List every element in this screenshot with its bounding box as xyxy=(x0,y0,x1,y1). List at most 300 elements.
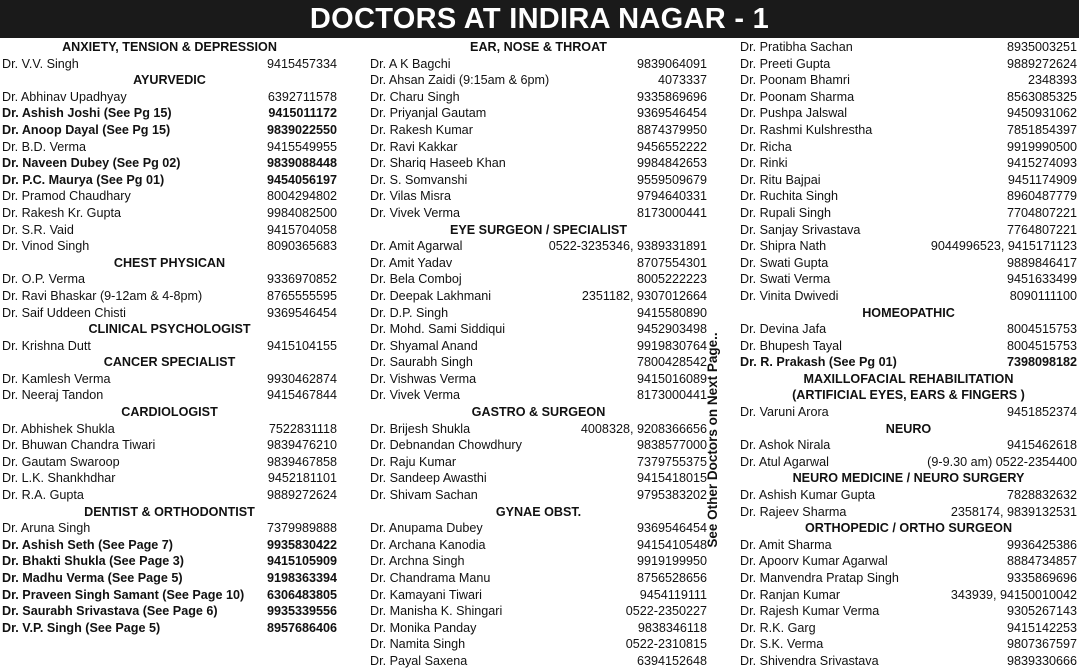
doctor-phone: 9415549955 xyxy=(266,139,337,154)
doctor-entry xyxy=(370,537,707,554)
doctor-phone: 9198363394 xyxy=(266,571,337,585)
section-heading: (ARTIFICIAL EYES, EARS & FINGERS ) xyxy=(792,388,1025,403)
doctor-phone: (9-9.30 am) 0522-2354400 xyxy=(927,454,1077,469)
doctor-name: Dr. Richa xyxy=(740,139,792,154)
doctor-name: Dr. Swati Gupta xyxy=(740,255,829,270)
doctor-name: Dr. Ruchita Singh xyxy=(740,189,839,204)
doctor-name: Dr. Mohd. Sami Siddiqui xyxy=(370,322,506,337)
doctor-entry xyxy=(370,89,707,106)
section-heading: NEURO xyxy=(885,421,932,436)
doctor-phone: 9839022550 xyxy=(266,122,337,137)
section-heading: MAXILLOFACIAL REHABILITATION xyxy=(803,371,1014,386)
doctor-entry xyxy=(370,520,707,537)
doctor-entry xyxy=(370,238,707,255)
doctor-phone: 7800428542 xyxy=(636,355,707,370)
doctor-phone: 4008328, 9208366656 xyxy=(580,421,707,436)
doctor-phone: 9044996523, 9415171123 xyxy=(930,239,1077,254)
doctor-phone: 9838346118 xyxy=(637,620,707,635)
doctor-entry xyxy=(2,172,337,189)
doctor-name: Dr. Payal Saxena xyxy=(370,653,468,668)
doctor-phone: 6394152648 xyxy=(636,653,707,668)
doctor-entry xyxy=(2,421,337,438)
doctor-entry xyxy=(740,321,1077,338)
doctor-phone: 8090111100 xyxy=(1009,288,1077,303)
doctor-name: Dr. Naveen Dubey (See Pg 02) xyxy=(2,156,181,171)
doctor-name: Dr. Ahsan Zaidi (9:15am & 6pm) xyxy=(370,73,550,88)
doctor-phone: 9415462618 xyxy=(1006,438,1077,453)
doctor-phone: 9450931062 xyxy=(1006,106,1077,121)
doctor-entry xyxy=(370,653,707,670)
doctor-phone: 9415410548 xyxy=(636,537,707,552)
doctor-phone: 8173000441 xyxy=(636,388,707,403)
doctor-phone: 9415016089 xyxy=(636,371,707,386)
doctor-entry xyxy=(2,620,337,637)
doctor-phone: 8756528656 xyxy=(636,571,707,585)
doctor-phone: 8957686406 xyxy=(266,620,337,635)
doctor-name: Dr. Ranjan Kumar xyxy=(740,587,841,602)
doctor-name: Dr. Vinod Singh xyxy=(2,239,90,254)
doctor-entry xyxy=(2,238,337,255)
doctor-name: Dr. Saurabh Singh xyxy=(370,355,473,370)
doctor-entry xyxy=(740,155,1077,172)
doctor-entry xyxy=(370,603,707,620)
doctor-phone: 9839476210 xyxy=(266,438,337,453)
doctor-phone: 9839330666 xyxy=(1006,653,1077,668)
doctor-name: Dr. Krishna Dutt xyxy=(2,338,91,353)
doctor-entry xyxy=(2,537,337,554)
doctor-name: Dr. Shivendra Srivastava xyxy=(740,653,879,668)
doctor-entry xyxy=(740,222,1077,239)
doctor-phone: 343939, 94150010042 xyxy=(950,587,1077,602)
doctor-name: Dr. Pushpa Jalswal xyxy=(740,106,848,121)
doctor-entry xyxy=(370,271,707,288)
doctor-name: Dr. L.K. Shankhdhar xyxy=(2,471,116,486)
doctor-name: Dr. Praveen Singh Samant (See Page 10) xyxy=(2,587,245,602)
doctor-name: Dr. Swati Verma xyxy=(740,272,831,287)
doctor-name: Dr. Shariq Haseeb Khan xyxy=(370,156,506,171)
doctor-name: Dr. Pratibha Sachan xyxy=(740,40,853,54)
doctor-phone: 8004294802 xyxy=(266,189,337,204)
doctor-entry xyxy=(740,587,1077,604)
doctor-phone: 9451174909 xyxy=(1007,172,1077,187)
doctor-name: Dr. B.D. Verma xyxy=(2,139,86,154)
doctor-entry xyxy=(2,271,337,288)
doctor-entry xyxy=(2,139,337,156)
doctor-name: Dr. Anoop Dayal (See Pg 15) xyxy=(2,122,171,137)
section-heading: GASTRO & SURGEON xyxy=(471,405,606,420)
doctor-name: Dr. D.P. Singh xyxy=(370,305,449,320)
doctor-entry xyxy=(740,620,1077,637)
doctor-name: Dr. Rakesh Kr. Gupta xyxy=(2,205,121,220)
doctor-phone: 9415142253 xyxy=(1006,620,1077,635)
doctor-phone: 9919830764 xyxy=(636,338,707,353)
doctor-name: Dr. Rakesh Kumar xyxy=(370,122,473,137)
doctor-phone: 9451633499 xyxy=(1006,272,1077,287)
doctor-phone: 9415457334 xyxy=(266,56,337,71)
doctor-entry xyxy=(370,620,707,637)
doctor-phone: 9335869696 xyxy=(636,89,707,104)
section-heading: ORTHOPEDIC / ORTHO SURGEON xyxy=(804,521,1013,536)
doctor-entry xyxy=(2,188,337,205)
doctor-name: Dr. Rinki xyxy=(740,156,788,171)
doctor-name: Dr. Pramod Chaudhary xyxy=(2,189,131,204)
doctor-entry xyxy=(370,437,707,454)
doctor-entry xyxy=(2,570,337,587)
doctor-name: Dr. Kamlesh Verma xyxy=(2,371,111,386)
doctor-phone: 9935339556 xyxy=(266,604,337,619)
doctor-phone: 8874379950 xyxy=(636,122,707,137)
doctor-phone: 6306483805 xyxy=(266,587,337,602)
doctor-phone: 9919199950 xyxy=(636,554,707,569)
doctor-name: Dr. Amit Agarwal xyxy=(370,239,463,254)
doctor-phone: 9839467858 xyxy=(266,454,337,469)
doctor-entry xyxy=(740,271,1077,288)
doctor-phone: 9889272624 xyxy=(1006,56,1077,71)
doctor-entry xyxy=(370,454,707,471)
doctor-name: Dr. Ashish Kumar Gupta xyxy=(740,488,876,503)
doctor-entry xyxy=(370,288,707,305)
doctor-phone: 9452181101 xyxy=(267,471,337,486)
doctor-entry xyxy=(740,504,1077,521)
doctor-phone: 9935830422 xyxy=(266,537,337,552)
doctor-phone: 6392711578 xyxy=(267,89,337,104)
doctor-name: Dr. Priyanjal Gautam xyxy=(370,106,487,121)
doctor-phone: 9369546454 xyxy=(266,305,337,320)
doctor-entry xyxy=(370,553,707,570)
doctor-entry xyxy=(740,603,1077,620)
doctor-name: Dr. Raju Kumar xyxy=(370,454,457,469)
doctor-name: Dr. R.K. Garg xyxy=(740,620,816,635)
doctor-entry xyxy=(740,205,1077,222)
doctor-name: Dr. Abhinav Upadhyay xyxy=(2,89,127,104)
doctor-phone: 9889846417 xyxy=(1006,255,1077,270)
doctor-phone: 8090365683 xyxy=(266,239,337,254)
doctor-entry xyxy=(370,188,707,205)
section-heading: NEURO MEDICINE / NEURO SURGERY xyxy=(792,471,1025,486)
doctor-name: Dr. Devina Jafa xyxy=(740,322,827,337)
doctor-entry xyxy=(370,354,707,371)
doctor-phone: 9889272624 xyxy=(266,488,337,503)
doctor-name: Dr. Ashok Nirala xyxy=(740,438,831,453)
doctor-entry xyxy=(2,89,337,106)
doctor-phone: 9369546454 xyxy=(636,106,707,121)
doctor-name: Dr. Saurabh Srivastava (See Page 6) xyxy=(2,604,218,619)
doctor-name: Dr. S.R. Vaid xyxy=(2,222,74,237)
doctor-name: Dr. Ashish Joshi (See Pg 15) xyxy=(2,106,172,121)
doctor-entry xyxy=(740,570,1077,587)
doctor-entry xyxy=(740,487,1077,504)
doctor-name: Dr. Kamayani Tiwari xyxy=(370,587,482,602)
doctor-name: Dr. Shivam Sachan xyxy=(370,488,478,503)
doctor-phone: 2348393 xyxy=(1027,73,1077,88)
doctor-phone: 9795383202 xyxy=(636,488,707,503)
section-heading: CARDIOLOGIST xyxy=(121,405,218,420)
doctor-name: Dr. Brijesh Shukla xyxy=(370,421,471,436)
doctor-entry xyxy=(2,603,337,620)
doctor-name: Dr. R.A. Gupta xyxy=(2,488,84,503)
doctor-entry xyxy=(740,172,1077,189)
doctor-phone: 9415105909 xyxy=(266,554,337,569)
doctor-entry xyxy=(370,321,707,338)
section-heading: CHEST PHYSICAN xyxy=(113,255,226,270)
section-heading: GYNAE OBST. xyxy=(495,504,582,519)
doctor-phone: 7828832632 xyxy=(1006,488,1077,503)
doctor-phone: 8765555595 xyxy=(266,288,337,303)
doctor-phone: 8005222223 xyxy=(636,272,707,287)
doctor-phone: 7379989888 xyxy=(266,521,337,536)
doctor-phone: 9454119111 xyxy=(639,587,707,602)
section-heading: EAR, NOSE & THROAT xyxy=(470,40,607,54)
doctor-phone: 0522-3235346, 9389331891 xyxy=(548,239,707,254)
doctor-entry xyxy=(370,255,707,272)
doctor-phone: 8004515753 xyxy=(1006,322,1077,337)
doctor-phone: 4073337 xyxy=(657,73,707,88)
doctor-phone: 9984082500 xyxy=(266,205,337,220)
doctor-phone: 9838577000 xyxy=(636,438,707,453)
doctor-name: Dr. Bela Comboj xyxy=(370,272,462,287)
doctor-phone: 9415467844 xyxy=(266,388,337,403)
doctor-phone: 8707554301 xyxy=(636,255,707,270)
doctor-entry xyxy=(2,437,337,454)
doctor-entry xyxy=(2,587,337,604)
doctor-name: Dr. S.K. Verma xyxy=(740,637,824,652)
doctor-name: Dr. S. Somvanshi xyxy=(370,172,468,187)
doctor-entry xyxy=(2,454,337,471)
doctor-entry xyxy=(370,371,707,388)
doctor-name: Dr. Debnandan Chowdhury xyxy=(370,438,522,453)
doctor-name: Dr. Rupali Singh xyxy=(740,205,832,220)
doctor-entry xyxy=(2,56,337,73)
doctor-entry xyxy=(370,105,707,122)
doctor-entry xyxy=(2,288,337,305)
doctor-phone: 0522-2350227 xyxy=(625,604,707,619)
doctor-entry xyxy=(370,72,707,89)
doctor-phone: 7851854397 xyxy=(1006,122,1077,137)
doctor-entry xyxy=(2,205,337,222)
doctor-entry xyxy=(370,305,707,322)
doctor-entry xyxy=(370,155,707,172)
doctor-entry xyxy=(370,139,707,156)
doctor-phone: 9839088448 xyxy=(266,156,337,171)
doctor-phone: 9451852374 xyxy=(1006,405,1077,420)
doctor-phone: 9930462874 xyxy=(266,371,337,386)
doctor-name: Dr. A K Bagchi xyxy=(370,56,451,71)
doctor-phone: 9456552222 xyxy=(636,139,707,154)
doctor-phone: 9335869696 xyxy=(1006,571,1077,585)
doctor-name: Dr. Manisha K. Shingari xyxy=(370,604,503,619)
doctor-name: Dr. Bhakti Shukla (See Page 3) xyxy=(2,554,184,569)
section-heading: DENTIST & ORTHODONTIST xyxy=(84,504,255,519)
doctor-phone: 2351182, 9307012664 xyxy=(581,288,707,303)
doctor-entry xyxy=(740,437,1077,454)
doctor-name: Dr. Bhuwan Chandra Tiwari xyxy=(2,438,156,453)
doctor-entry xyxy=(740,139,1077,156)
next-page-note: See Other Doctors on Next Page.. xyxy=(705,332,720,548)
doctor-entry xyxy=(370,470,707,487)
doctor-name: Dr. Rajeev Sharma xyxy=(740,504,847,519)
doctor-phone: 8173000441 xyxy=(636,205,707,220)
doctor-name: Dr. Archana Kanodia xyxy=(370,537,486,552)
doctor-entry xyxy=(370,387,707,404)
doctor-name: Dr. Ashish Seth (See Page 7) xyxy=(2,537,174,552)
doctor-name: Dr. Vivek Verma xyxy=(370,388,461,403)
doctor-phone: 9794640331 xyxy=(636,189,707,204)
directory-column-3 xyxy=(740,39,1077,670)
doctor-phone: 9415418015 xyxy=(636,471,707,486)
section-heading: EYE SURGEON / SPECIALIST xyxy=(449,222,628,237)
doctor-phone: 8563085325 xyxy=(1006,89,1077,104)
doctor-name: Dr. Shipra Nath xyxy=(740,239,827,254)
doctor-entry xyxy=(740,122,1077,139)
doctor-entry xyxy=(370,487,707,504)
section-heading: CLINICAL PSYCHOLOGIST xyxy=(88,322,251,337)
doctor-phone: 8960487779 xyxy=(1006,189,1077,204)
section-heading: CANCER SPECIALIST xyxy=(103,355,236,370)
doctor-entry xyxy=(740,288,1077,305)
doctor-entry xyxy=(740,553,1077,570)
doctor-name: Dr. Poonam Bhamri xyxy=(740,73,850,88)
doctor-phone: 2358174, 9839132531 xyxy=(950,504,1077,519)
doctor-entry xyxy=(370,338,707,355)
doctor-name: Dr. Anupama Dubey xyxy=(370,521,483,536)
doctor-entry xyxy=(370,587,707,604)
doctor-phone: 9336970852 xyxy=(266,272,337,287)
doctor-name: Dr. Amit Yadav xyxy=(370,255,453,270)
doctor-entry xyxy=(740,653,1077,670)
page-title: DOCTORS AT INDIRA NAGAR - 1 xyxy=(0,0,1079,38)
doctor-name: Dr. Ravi Bhaskar (9-12am & 4-8pm) xyxy=(2,288,203,303)
doctor-entry xyxy=(740,238,1077,255)
doctor-entry xyxy=(2,520,337,537)
doctor-phone: 9807367597 xyxy=(1006,637,1077,652)
doctor-entry xyxy=(2,470,337,487)
doctor-name: Dr. P.C. Maurya (See Pg 01) xyxy=(2,172,165,187)
doctor-entry xyxy=(740,454,1077,471)
doctor-phone: 7764807221 xyxy=(1006,222,1077,237)
section-heading: HOMEOPATHIC xyxy=(862,305,955,320)
doctor-entry xyxy=(370,172,707,189)
doctor-name: Dr. Gautam Swaroop xyxy=(2,454,120,469)
doctor-name: Dr. Apoorv Kumar Agarwal xyxy=(740,554,888,569)
doctor-name: Dr. Atul Agarwal xyxy=(740,454,829,469)
doctor-phone: 9919990500 xyxy=(1006,139,1077,154)
doctor-name: Dr. Preeti Gupta xyxy=(740,56,831,71)
doctor-name: Dr. R. Prakash (See Pg 01) xyxy=(740,355,897,370)
doctor-phone: 8004515753 xyxy=(1006,338,1077,353)
doctor-entry xyxy=(2,487,337,504)
doctor-name: Dr. Sandeep Awasthi xyxy=(370,471,487,486)
doctor-phone: 9984842653 xyxy=(636,156,707,171)
doctor-entry xyxy=(370,122,707,139)
doctor-entry xyxy=(2,155,337,172)
doctor-phone: 9369546454 xyxy=(636,521,707,536)
doctor-name: Dr. Archna Singh xyxy=(370,554,465,569)
doctor-phone: 7398098182 xyxy=(1006,355,1077,370)
doctor-name: Dr. Abhishek Shukla xyxy=(2,421,115,436)
directory-column-2 xyxy=(370,39,707,670)
section-heading: AYURVEDIC xyxy=(133,73,206,88)
doctor-entry xyxy=(740,89,1077,106)
doctor-entry xyxy=(740,338,1077,355)
doctor-entry xyxy=(740,354,1077,371)
doctor-entry xyxy=(2,222,337,239)
doctor-name: Dr. V.P. Singh (See Page 5) xyxy=(2,620,161,635)
doctor-entry xyxy=(740,56,1077,73)
doctor-name: Dr. Rashmi Kulshrestha xyxy=(740,122,873,137)
doctor-entry xyxy=(740,188,1077,205)
doctor-phone: 9936425386 xyxy=(1006,537,1077,552)
doctor-phone: 9415704058 xyxy=(266,222,337,237)
doctor-entry xyxy=(370,421,707,438)
doctor-phone: 0522-2310815 xyxy=(625,637,707,652)
doctor-name: Dr. Poonam Sharma xyxy=(740,89,855,104)
doctor-phone: 9454056197 xyxy=(266,172,337,187)
doctor-name: Dr. Ritu Bajpai xyxy=(740,172,821,187)
doctor-phone: 7704807221 xyxy=(1006,205,1077,220)
doctor-name: Dr. Ravi Kakkar xyxy=(370,139,458,154)
doctor-phone: 9452903498 xyxy=(636,322,707,337)
doctor-name: Dr. Manvendra Pratap Singh xyxy=(740,571,899,585)
doctor-name: Dr. Vilas Misra xyxy=(370,189,451,204)
doctor-entry xyxy=(740,537,1077,554)
doctor-entry xyxy=(2,387,337,404)
doctor-entry xyxy=(2,338,337,355)
doctor-entry xyxy=(370,636,707,653)
doctor-phone: 9415104155 xyxy=(266,338,337,353)
doctor-name: Dr. Aruna Singh xyxy=(2,521,91,536)
doctor-phone: 9839064091 xyxy=(636,56,707,71)
doctor-phone: 7522831118 xyxy=(268,421,337,436)
doctor-entry xyxy=(740,39,1077,56)
doctor-name: Dr. Rajesh Kumar Verma xyxy=(740,604,880,619)
doctor-entry xyxy=(370,205,707,222)
doctor-phone: 9415011172 xyxy=(268,106,337,121)
doctor-name: Dr. Deepak Lakhmani xyxy=(370,288,492,303)
doctor-entry xyxy=(2,371,337,388)
doctor-phone: 9559509679 xyxy=(636,172,707,187)
section-heading: ANXIETY, TENSION & DEPRESSION xyxy=(62,40,277,54)
doctor-entry xyxy=(2,305,337,322)
doctor-phone: 8935003251 xyxy=(1006,40,1077,54)
doctor-name: Dr. Saif Uddeen Chisti xyxy=(2,305,126,320)
doctor-entry xyxy=(370,56,707,73)
doctor-name: Dr. Bhupesh Tayal xyxy=(740,338,842,353)
doctor-entry xyxy=(740,105,1077,122)
doctor-entry xyxy=(2,122,337,139)
doctor-entry xyxy=(2,105,337,122)
doctor-entry xyxy=(740,636,1077,653)
doctor-entry xyxy=(370,570,707,587)
doctor-entry xyxy=(740,255,1077,272)
doctor-name: Dr. Vinita Dwivedi xyxy=(740,288,839,303)
doctor-name: Dr. Vivek Verma xyxy=(370,205,461,220)
doctor-name: Dr. Namita Singh xyxy=(370,637,466,652)
doctor-entry xyxy=(2,553,337,570)
doctor-name: Dr. Charu Singh xyxy=(370,89,460,104)
doctor-name: Dr. Amit Sharma xyxy=(740,537,832,552)
directory-column-1 xyxy=(2,39,337,636)
doctor-name: Dr. Varuni Arora xyxy=(740,405,829,420)
doctor-phone: 7379755375 xyxy=(636,454,707,469)
doctor-name: Dr. V.V. Singh xyxy=(2,56,79,71)
doctor-name: Dr. Vishwas Verma xyxy=(370,371,477,386)
doctor-phone: 8884734857 xyxy=(1006,554,1077,569)
doctor-name: Dr. Shyamal Anand xyxy=(370,338,478,353)
doctor-name: Dr. O.P. Verma xyxy=(2,272,86,287)
doctor-phone: 9415274093 xyxy=(1006,156,1077,171)
doctor-phone: 9415580890 xyxy=(636,305,707,320)
doctor-name: Dr. Neeraj Tandon xyxy=(2,388,104,403)
